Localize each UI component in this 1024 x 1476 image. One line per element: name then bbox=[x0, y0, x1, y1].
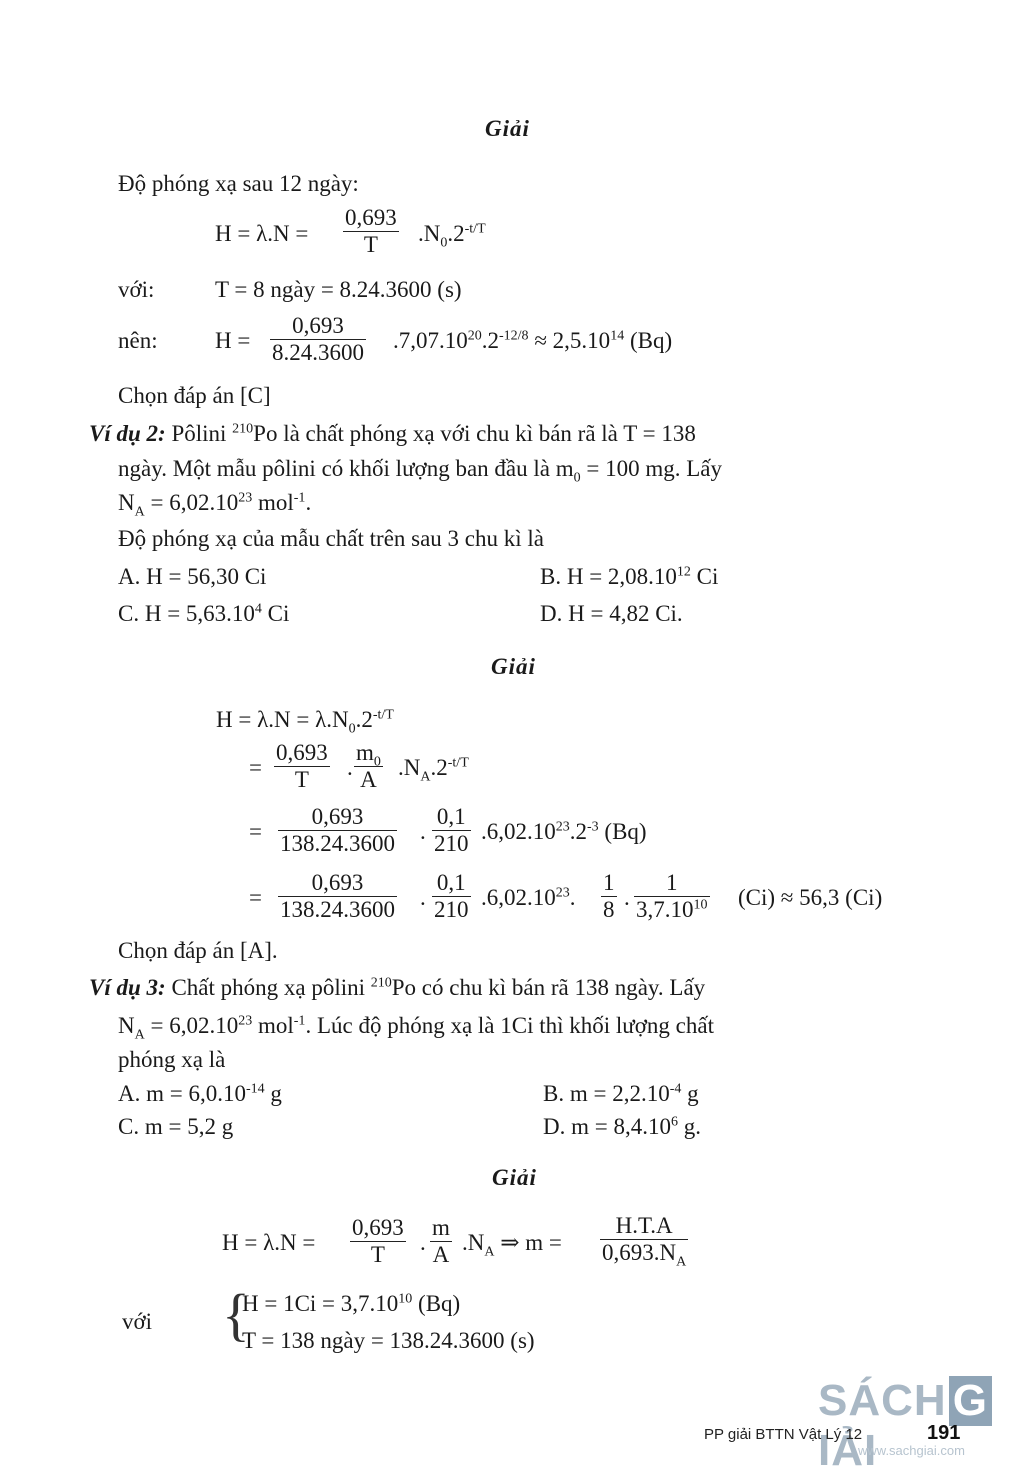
exponent: 23 bbox=[555, 885, 570, 901]
text: H = λ.N = λ.N bbox=[216, 707, 349, 732]
numerator: 0,693 bbox=[311, 804, 364, 829]
numerator bbox=[354, 740, 383, 770]
exponent: -1 bbox=[293, 1013, 306, 1029]
fraction bbox=[350, 1215, 406, 1268]
subscript: 0 bbox=[573, 470, 581, 486]
fraction bbox=[634, 870, 710, 923]
exponent: -1 bbox=[293, 490, 306, 506]
option-c: C. m = 5,2 g bbox=[118, 1114, 234, 1139]
text: A. m = 6,0.10 bbox=[118, 1081, 246, 1106]
watermark-text: SÁCH bbox=[818, 1376, 947, 1425]
exponent: 4 bbox=[254, 601, 262, 617]
fraction bbox=[432, 870, 471, 923]
equation-rhs bbox=[418, 220, 486, 251]
result: ≈ 2,5.10 bbox=[534, 328, 611, 353]
text: . Lúc độ phóng xạ là 1Ci thì khối lượng chất bbox=[305, 1013, 714, 1038]
so-label: nên: bbox=[118, 328, 158, 353]
dot: . bbox=[420, 1230, 426, 1255]
text: ngày. Một mẫu pôlini có khối lượng ban đầu là m bbox=[118, 456, 574, 481]
denominator: 138.24.3600 bbox=[280, 897, 395, 922]
denominator: 210 bbox=[434, 831, 469, 856]
unit: (Bq) bbox=[629, 328, 673, 353]
solution-heading: Giải bbox=[491, 654, 536, 679]
subscript: A bbox=[484, 1244, 495, 1260]
exponent: 23 bbox=[238, 490, 253, 506]
watermark-text: IẢI bbox=[818, 1426, 878, 1475]
exponent: 23 bbox=[238, 1013, 253, 1029]
exponent: -t/T bbox=[372, 707, 394, 723]
denominator: 8 bbox=[603, 897, 615, 922]
subscript: 0 bbox=[440, 235, 448, 251]
text: N bbox=[118, 1013, 135, 1038]
with-label: với: bbox=[118, 277, 155, 302]
unit: g. bbox=[677, 1114, 701, 1139]
equation-mid bbox=[462, 1229, 562, 1260]
numerator: 0,693 bbox=[311, 870, 364, 895]
dot: . bbox=[420, 819, 426, 844]
system-line-2: T = 138 ngày = 138.24.3600 (s) bbox=[242, 1328, 535, 1353]
fraction bbox=[600, 1213, 688, 1270]
text: .6,02.10 bbox=[481, 885, 556, 910]
text: C. H = 5,63.10 bbox=[118, 601, 255, 626]
text: mol bbox=[252, 1013, 294, 1038]
footer-title: PP giải BTTN Vật Lý 12 bbox=[704, 1426, 863, 1443]
subscript: A bbox=[420, 769, 431, 785]
text: .6,02.10 bbox=[481, 819, 556, 844]
text: .2 bbox=[355, 707, 373, 732]
fraction bbox=[354, 740, 383, 793]
exponent: 20 bbox=[467, 328, 482, 344]
exponent: -3 bbox=[587, 819, 599, 835]
text: .N bbox=[398, 755, 421, 780]
example-label: Ví dụ 2: bbox=[89, 421, 166, 446]
denominator: 210 bbox=[434, 897, 469, 922]
text: D. m = 8,4.10 bbox=[543, 1114, 671, 1139]
option-b bbox=[540, 563, 718, 591]
text: = 100 mg. Lấy bbox=[580, 456, 722, 481]
option-a bbox=[118, 1080, 282, 1108]
mass-number: 210 bbox=[370, 975, 392, 991]
two: .2 bbox=[447, 221, 465, 246]
exponent: 10 bbox=[398, 1291, 413, 1307]
exponent: 10 bbox=[693, 897, 708, 913]
example-3-line-1 bbox=[89, 974, 705, 1002]
exponent: -12/8 bbox=[499, 328, 529, 344]
example-2-line-3: $N_A = 6,02.10^{23}$ mol$^{-1}$. bbox=[118, 490, 312, 520]
example-3-line-2 bbox=[118, 1012, 714, 1043]
fraction bbox=[343, 205, 399, 258]
mass-number: 210 bbox=[232, 421, 254, 437]
denominator: T bbox=[274, 766, 330, 793]
equation-lhs: H = λ.N = bbox=[222, 1230, 316, 1255]
unit: g bbox=[681, 1081, 699, 1106]
option-b bbox=[543, 1080, 699, 1108]
subscript: 0 bbox=[373, 754, 381, 770]
text: 3,7.10 bbox=[636, 897, 694, 922]
numerator: H.T.A bbox=[615, 1213, 673, 1238]
solution-heading: Giải bbox=[485, 116, 530, 141]
exponent: -4 bbox=[669, 1081, 682, 1097]
fraction bbox=[270, 313, 366, 366]
unit: (Bq) bbox=[604, 819, 647, 844]
denominator: A bbox=[354, 766, 383, 793]
subscript: A bbox=[134, 1027, 145, 1043]
page-number: 191 bbox=[927, 1422, 961, 1444]
text: = 6,02.10 bbox=[144, 490, 239, 515]
so-lhs: H = bbox=[215, 328, 251, 353]
fraction bbox=[274, 740, 330, 793]
equation bbox=[215, 220, 308, 248]
numerator: 0,1 bbox=[436, 870, 466, 895]
equals: = bbox=[249, 755, 262, 780]
with-text: T = 8 ngày = 8.24.3600 (s) bbox=[215, 277, 462, 302]
numerator: 0,1 bbox=[436, 804, 466, 829]
option-a: A. H = 56,30 Ci bbox=[118, 564, 267, 589]
unit: (Bq) bbox=[412, 1291, 461, 1316]
equals: = bbox=[249, 885, 262, 910]
fraction bbox=[601, 870, 617, 923]
factor: .6,02.10$^{23}$. bbox=[481, 885, 576, 910]
unit: Ci bbox=[261, 601, 290, 626]
equation-lhs: H = λ.N = bbox=[215, 221, 309, 246]
text: Po có chu kì bán rã 138 ngày. Lấy bbox=[391, 975, 706, 1000]
unit: Ci bbox=[690, 564, 719, 589]
text: = 6,02.10 bbox=[144, 1013, 239, 1038]
implies: ⇒ m = bbox=[500, 1230, 562, 1255]
answer-line: Chọn đáp án [C] bbox=[118, 383, 271, 408]
text: B. m = 2,2.10 bbox=[543, 1081, 670, 1106]
text: N bbox=[118, 490, 135, 515]
watermark-g-box: G bbox=[949, 1376, 992, 1426]
numerator: 1 bbox=[603, 870, 615, 895]
denominator: T bbox=[343, 231, 399, 258]
example-3-line-3: phóng xạ là bbox=[118, 1047, 226, 1072]
numerator: m bbox=[432, 1215, 450, 1240]
n-term: .N bbox=[418, 221, 441, 246]
watermark-url: www.sachgiai.com bbox=[858, 1443, 965, 1458]
text: 0,693.N bbox=[602, 1240, 677, 1265]
system-line-1 bbox=[242, 1290, 460, 1318]
exponent: 23 bbox=[555, 819, 570, 835]
brace-icon: { bbox=[222, 1282, 250, 1347]
exponent: 6 bbox=[670, 1114, 678, 1130]
unit: g bbox=[264, 1081, 282, 1106]
numerator: 0,693 bbox=[352, 1215, 404, 1240]
text: Po là chất phóng xạ với chu kì bán rã là T = 138 bbox=[253, 421, 696, 446]
denominator: A bbox=[430, 1241, 452, 1268]
text: Chất phóng xạ pôlini bbox=[171, 975, 371, 1000]
numerator: 0,693 bbox=[276, 740, 328, 765]
solution-heading: Giải bbox=[492, 1165, 537, 1190]
text: B. H = 2,08.10 bbox=[540, 564, 677, 589]
exponent: -t/T bbox=[464, 221, 486, 237]
equals: = bbox=[249, 819, 262, 844]
example-label: Ví dụ 3: bbox=[89, 975, 166, 1000]
subscript: A bbox=[134, 504, 145, 520]
exponent: -14 bbox=[245, 1081, 265, 1097]
text: Pôlini bbox=[171, 421, 233, 446]
denominator: 8.24.3600 bbox=[272, 340, 364, 365]
numerator: 1 bbox=[666, 870, 678, 895]
text: H = 1Ci = 3,7.10 bbox=[242, 1291, 399, 1316]
option-d: D. H = 4,82 Ci. bbox=[540, 601, 683, 626]
numerator: 0,693 bbox=[345, 205, 397, 230]
so-rhs bbox=[393, 327, 672, 355]
example-2-line-2 bbox=[118, 455, 722, 486]
text: .2 bbox=[430, 755, 448, 780]
denominator: 138.24.3600 bbox=[280, 831, 395, 856]
factor: .7,07.10 bbox=[393, 328, 468, 353]
equation bbox=[216, 706, 394, 737]
solution-text: Độ phóng xạ sau 12 ngày: bbox=[118, 171, 359, 196]
subscript: 0 bbox=[348, 721, 356, 737]
denominator bbox=[634, 896, 710, 923]
dot: . bbox=[624, 885, 630, 910]
text: .2 bbox=[569, 819, 587, 844]
m: m bbox=[356, 740, 374, 765]
equation-rhs bbox=[481, 818, 647, 846]
fraction bbox=[430, 1215, 452, 1268]
fraction bbox=[432, 804, 471, 857]
text: mol bbox=[252, 490, 294, 515]
text: .N bbox=[462, 1230, 485, 1255]
subscript: A bbox=[676, 1254, 687, 1270]
fraction bbox=[278, 804, 397, 857]
dot: . bbox=[420, 885, 426, 910]
exponent: -t/T bbox=[447, 755, 469, 771]
numerator: 0,693 bbox=[292, 313, 344, 338]
answer-line: Chọn đáp án [A]. bbox=[118, 938, 278, 963]
option-d bbox=[543, 1113, 701, 1141]
denominator bbox=[600, 1239, 688, 1270]
factor: .2 bbox=[481, 328, 499, 353]
denominator: T bbox=[350, 1241, 406, 1268]
exponent: 12 bbox=[676, 564, 691, 580]
option-c bbox=[118, 600, 289, 628]
example-2-line-1 bbox=[89, 420, 696, 448]
with-label: với bbox=[122, 1309, 153, 1334]
dot: . bbox=[347, 755, 353, 780]
question: Độ phóng xạ của mẫu chất trên sau 3 chu kì là bbox=[118, 526, 545, 551]
exponent: 14 bbox=[610, 328, 625, 344]
fraction bbox=[278, 870, 397, 923]
result: (Ci) ≈ 56,3 (Ci) bbox=[738, 885, 883, 910]
equation-rhs bbox=[398, 754, 469, 785]
